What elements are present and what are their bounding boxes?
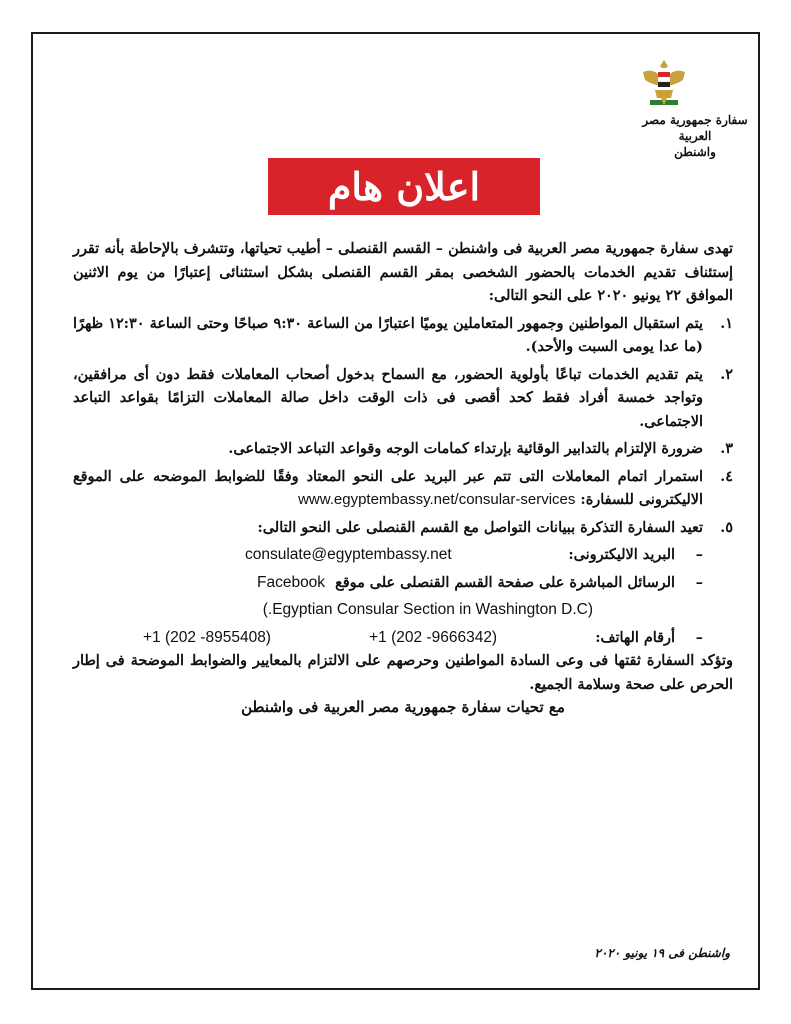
list-text: يتم استقبال المواطنين وجمهور المتعاملين يوميًا اعتبارًا من الساعة ٩:٣٠ صباحًا وحتى الساعة ١٢:٣٠ ظهرًا (ما عدا يومى السبت والأحد). xyxy=(73,314,703,355)
list-text: استمرار اتمام المعاملات التى تتم عبر البريد على النحو المعتاد وفقًا للضوابط الموضحه على الموقع الاليكترونى للسفارة: xyxy=(73,467,703,508)
phone-row xyxy=(143,626,733,650)
closing-paragraph: وتؤكد السفارة ثقتها فى وعى السادة المواطنين وحرصهم على الالتزام بالمعايير والضوابط الموضحة فى إطار الحرص على صحة وسلامة الجميع. xyxy=(73,652,733,693)
list-text: ضرورة الإلتزام بالتدابير الوقائية بإرتداء كمامات الوجه وقواعد التباعد الاجتماعى. xyxy=(228,440,703,457)
announcement-body xyxy=(73,237,733,720)
announcement-banner xyxy=(268,158,540,215)
intro-paragraph: تهدى سفارة جمهورية مصر العربية فى واشنطن – القسم القنصلى – أطيب تحياتها، وتتشرف بالإحاطة بأنه تقرر إستئناف تقديم الخدمات بالحضور الشخصى بمقر القسم القنصلى بشكل استثنائى إعتبارًا من يوم الاثنين الموافق ٢٢ يونيو ٢٠٢٠ على النحو التالى: xyxy=(73,240,733,304)
facebook-label: الرسائل المباشرة على صفحة القسم القنصلى على موقع xyxy=(335,573,675,591)
list-number: ٣. xyxy=(720,440,733,457)
eagle-emblem-icon xyxy=(641,56,687,110)
phone-label: أرقام الهاتف: xyxy=(595,628,675,646)
list-number: ٥. xyxy=(720,518,733,536)
list-item xyxy=(73,437,733,461)
embassy-name: سفارة جمهورية مصر العربية xyxy=(642,113,748,143)
facebook-page-row xyxy=(73,598,733,622)
phone-number-2[interactable]: +1 (202 -8955408) xyxy=(143,628,271,646)
facebook-row xyxy=(73,571,733,595)
bullet-dash: – xyxy=(695,628,703,646)
email-row xyxy=(245,543,733,567)
list-item xyxy=(73,516,733,540)
regards-line: مع تحيات سفارة جمهورية مصر العربية فى واشنطن xyxy=(241,698,565,716)
list-item xyxy=(73,312,733,359)
list-text: يتم تقديم الخدمات تباعًا بأولوية الحضور، مع السماح بدخول أصحاب المعاملات فقط دون أى مرافقين، وتواجد خمسة أفراد فقط كحد أقصى فى ذات الوقت داخل صالة المعاملات التزامًا بقواعد التباعد الاجتماعى. xyxy=(73,365,703,430)
bullet-dash: – xyxy=(695,546,703,563)
embassy-heading xyxy=(640,112,750,160)
bullet-dash: – xyxy=(695,573,703,591)
list-item xyxy=(73,363,733,434)
email-label: البريد الاليكترونى: xyxy=(568,546,675,563)
email-address[interactable]: consulate@egyptembassy.net xyxy=(245,546,452,563)
consular-services-link[interactable]: www.egyptembassy.net/consular-services xyxy=(298,491,576,508)
facebook-page-name: (Egyptian Consular Section in Washington D.C.) xyxy=(262,601,593,618)
document-date: واشنطن فى ١٩ يونيو ٢٠٢٠ xyxy=(594,946,730,960)
embassy-city: واشنطن xyxy=(674,145,716,159)
list-item xyxy=(73,465,733,512)
list-number: ٤. xyxy=(720,467,733,485)
list-number: ١. xyxy=(720,314,733,332)
banner-title: اعلان هام xyxy=(327,164,481,209)
phone-number-1[interactable]: +1 (202 -9666342) xyxy=(369,628,498,646)
list-text: تعيد السفارة التذكرة ببيانات التواصل مع القسم القنصلى على النحو التالى: xyxy=(257,518,703,536)
facebook-site: Facebook xyxy=(256,573,326,591)
list-number: ٢. xyxy=(720,365,733,383)
